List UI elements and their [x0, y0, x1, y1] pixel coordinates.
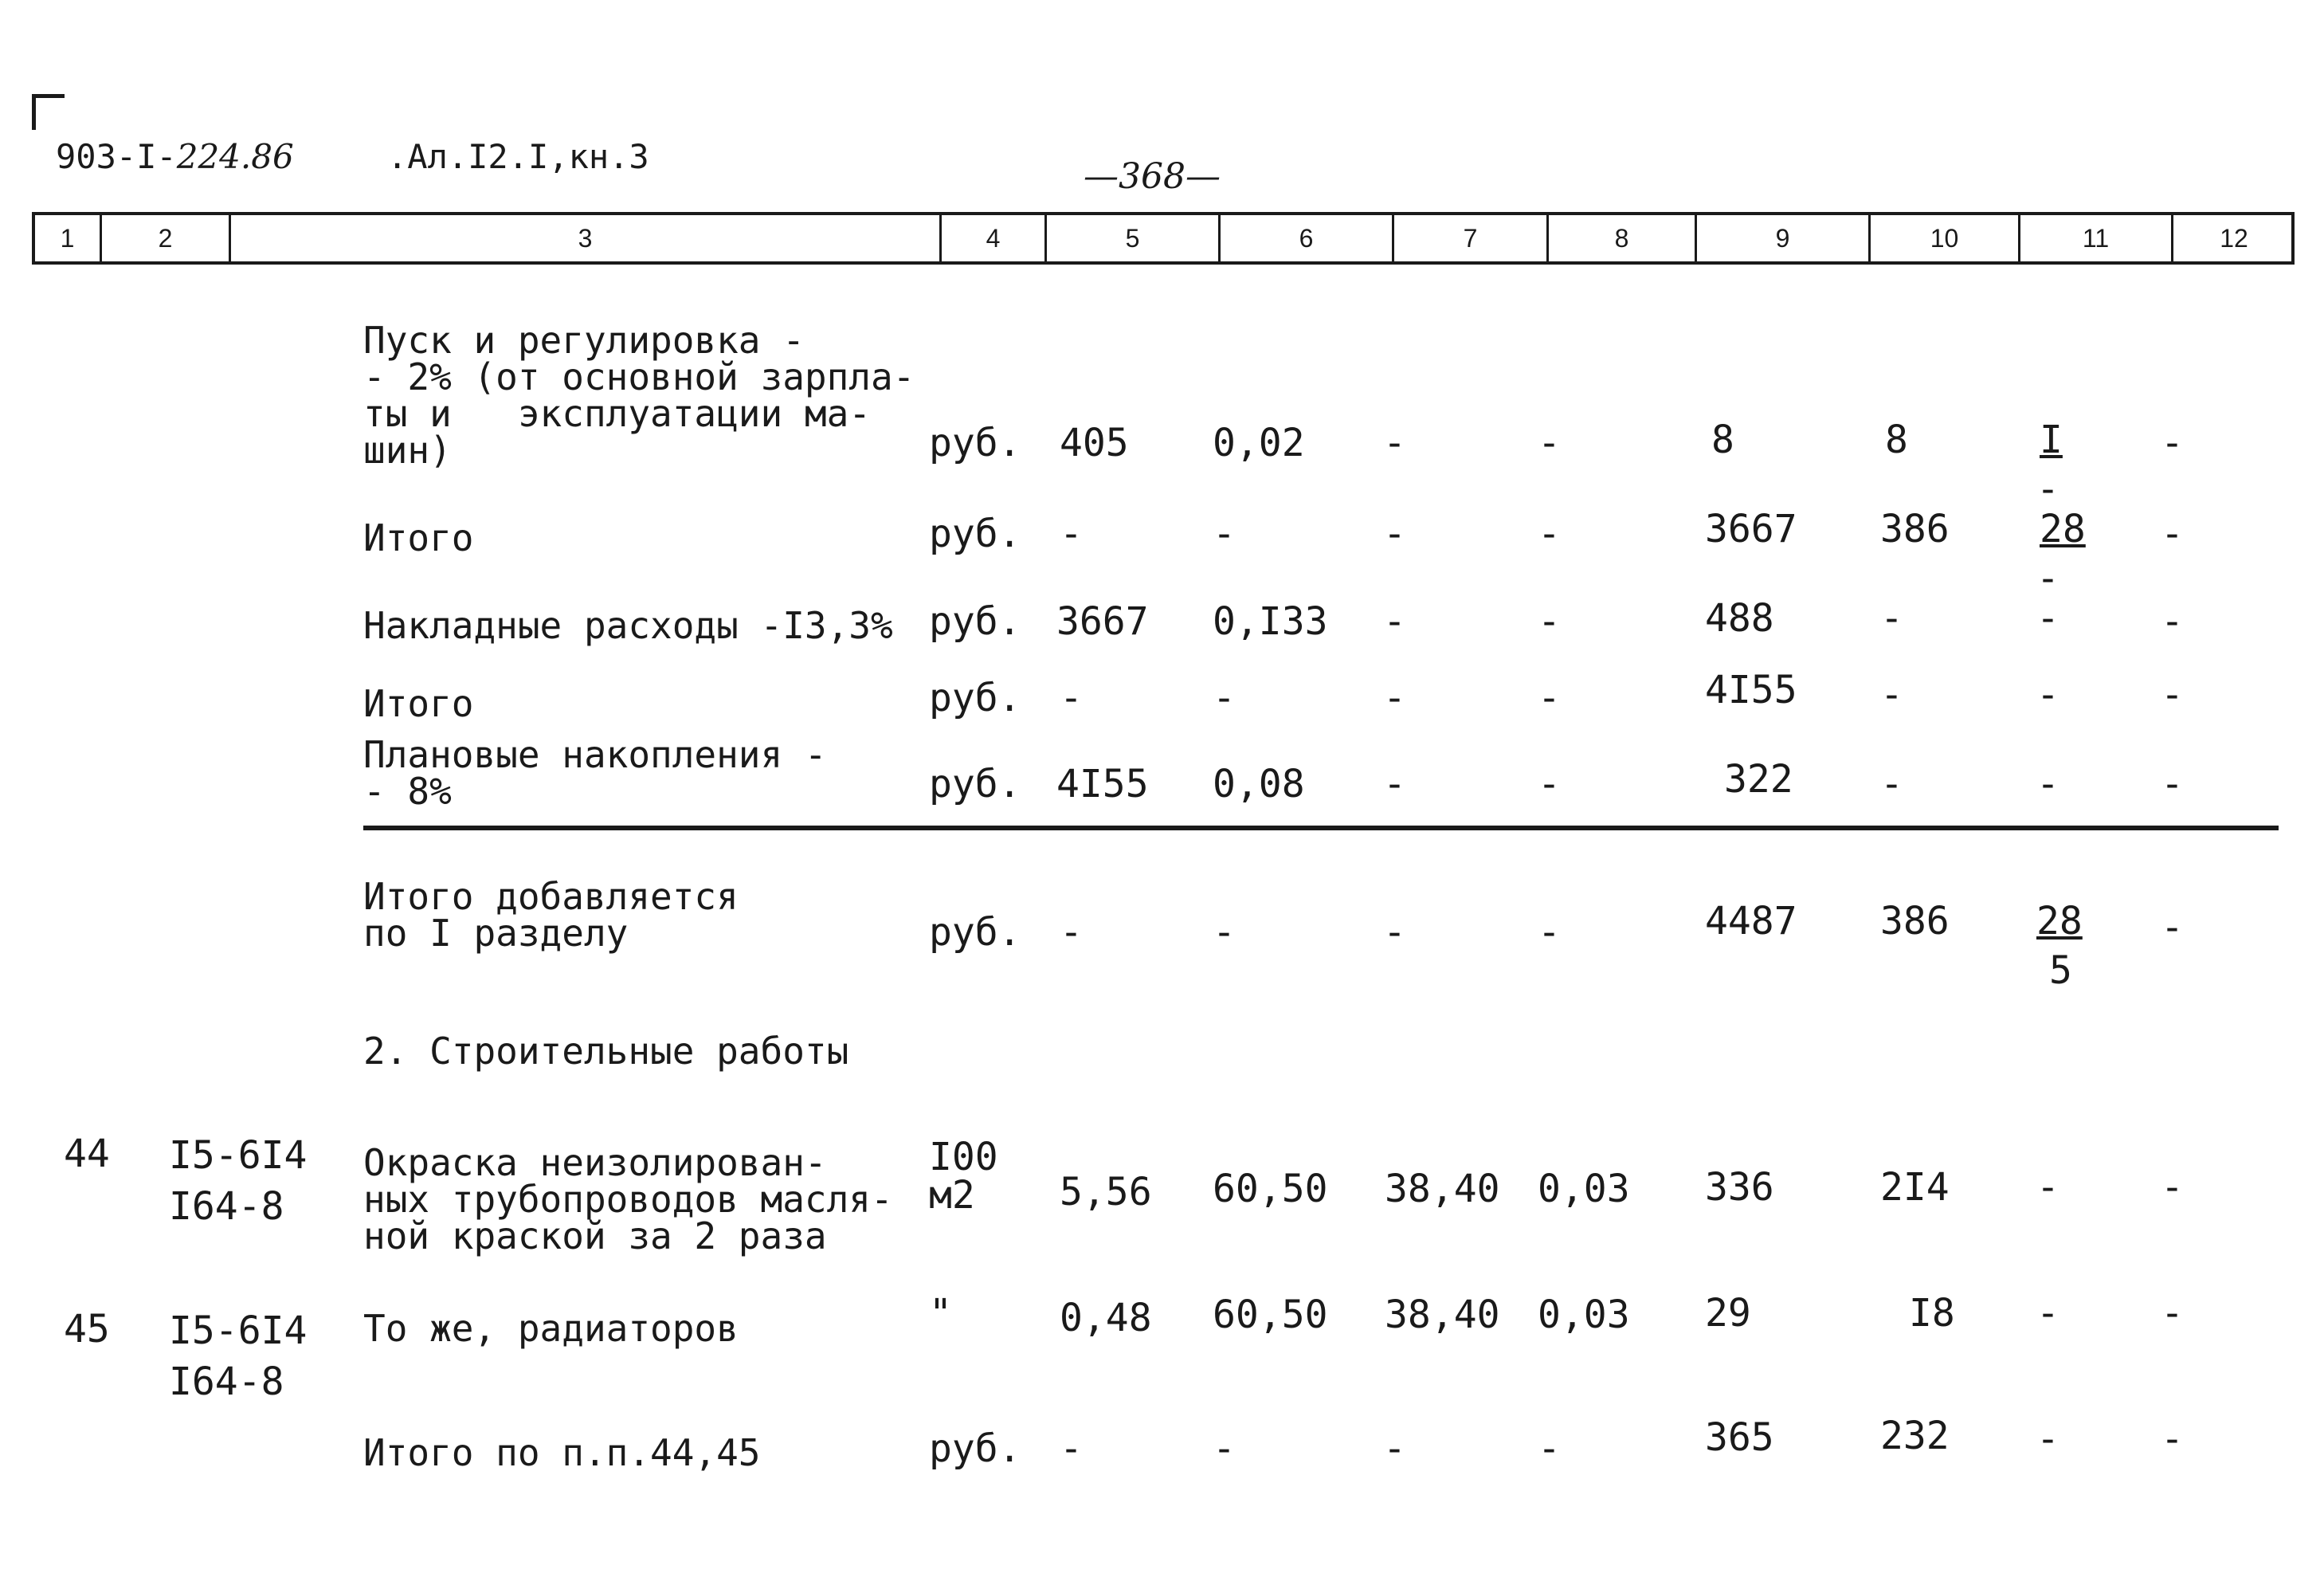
- row44-number: 44: [64, 1132, 110, 1176]
- row1-col11: I: [2040, 418, 2063, 462]
- row45-col12: -: [2161, 1291, 2184, 1336]
- row5-col10: -: [1880, 762, 1903, 806]
- total-44-45-col8: -: [1538, 1426, 1561, 1471]
- row1-col5: 405: [1060, 421, 1129, 465]
- row6-col11-sub: 5: [2049, 948, 2072, 993]
- row4-col8: -: [1538, 676, 1561, 720]
- row5-col9: 322: [1724, 757, 1793, 802]
- row2-col10: 386: [1880, 507, 1950, 551]
- row4-col5: -: [1060, 676, 1083, 720]
- row6-col8: -: [1538, 910, 1561, 955]
- row44-col12: -: [2161, 1165, 2184, 1210]
- row45-number: 45: [64, 1307, 110, 1352]
- row6-col6: -: [1213, 910, 1236, 955]
- row45-col7: 38,40: [1385, 1293, 1500, 1337]
- row4-col11: -: [2036, 673, 2059, 717]
- row44-col10: 2I4: [1880, 1165, 1950, 1210]
- page-number: —368—: [1084, 156, 1221, 197]
- row3-unit: руб.: [929, 599, 1021, 644]
- row44-col9: 336: [1705, 1165, 1774, 1210]
- row45-col9: 29: [1705, 1291, 1751, 1336]
- total-44-45-col11: -: [2036, 1417, 2059, 1461]
- row4-col9: 4I55: [1705, 668, 1797, 712]
- row5-col8: -: [1538, 762, 1561, 806]
- row4-col7: -: [1383, 676, 1406, 720]
- doc-code-handwritten: 224.86: [176, 137, 294, 176]
- row44-col8: 0,03: [1538, 1167, 1630, 1211]
- row1-col9: 8: [1711, 418, 1734, 462]
- row3-col12: -: [2161, 599, 2184, 644]
- row6-col5: -: [1060, 910, 1083, 955]
- total-44-45-col6: -: [1213, 1426, 1236, 1471]
- row5-col12: -: [2161, 762, 2184, 806]
- doc-code-prefix: 903-I-: [56, 137, 177, 176]
- row1-col11-sub: -: [2036, 467, 2059, 512]
- row1-description: Пуск и регулировка - - 2% (от основной зарпла- ты и эксплуатации ма- шин): [363, 319, 915, 472]
- doc-code: [56, 137, 294, 176]
- row3-col7: -: [1383, 599, 1406, 644]
- row2-col12: -: [2161, 512, 2184, 556]
- row3-description: Накладные расходы -I3,3%: [363, 604, 893, 647]
- row1-col7: -: [1383, 421, 1406, 465]
- section-divider: [363, 826, 2279, 830]
- row6-col9: 4487: [1705, 899, 1797, 944]
- row45-col8: 0,03: [1538, 1293, 1630, 1337]
- col-header-10: 10: [1871, 215, 2020, 261]
- row2-unit: руб.: [929, 512, 1021, 556]
- row45-code: I5-6I4 I64-8: [169, 1308, 308, 1404]
- total-44-45-col12: -: [2161, 1417, 2184, 1461]
- row2-col6: -: [1213, 512, 1236, 556]
- row44-col7: 38,40: [1385, 1167, 1500, 1211]
- row45-description: То же, радиаторов: [363, 1307, 739, 1350]
- total-44-45-description: Итого по п.п.44,45: [363, 1431, 761, 1474]
- row4-unit: руб.: [929, 676, 1021, 720]
- total-44-45-col5: -: [1060, 1426, 1083, 1471]
- row2-col5: -: [1060, 512, 1083, 556]
- row2-col11: 28: [2040, 507, 2086, 551]
- row5-col7: -: [1383, 762, 1406, 806]
- row45-col5: 0,48: [1060, 1296, 1152, 1340]
- total-44-45-col9: 365: [1705, 1415, 1774, 1460]
- row44-col6: 60,50: [1213, 1167, 1328, 1211]
- row1-col6: 0,02: [1213, 421, 1305, 465]
- row5-description: Плановые накопления - - 8%: [363, 733, 827, 813]
- row44-col5: 5,56: [1060, 1170, 1152, 1214]
- row44-col11: -: [2036, 1165, 2059, 1210]
- row44-unit: I00 м2: [929, 1135, 998, 1218]
- col-header-2: 2: [102, 215, 231, 261]
- total-44-45-col10: 232: [1880, 1414, 1950, 1458]
- row3-col6: 0,I33: [1213, 599, 1328, 644]
- row2-col9: 3667: [1705, 507, 1797, 551]
- column-header-bar: [32, 212, 2295, 265]
- row6-col7: -: [1383, 910, 1406, 955]
- col-header-9: 9: [1697, 215, 1871, 261]
- col-header-7: 7: [1394, 215, 1549, 261]
- corner-mark: [32, 94, 65, 130]
- row4-description: Итого: [363, 682, 474, 725]
- total-44-45-col7: -: [1383, 1426, 1406, 1471]
- row45-col11: -: [2036, 1291, 2059, 1336]
- row5-col6: 0,08: [1213, 762, 1305, 806]
- col-header-3: 3: [231, 215, 942, 261]
- album-ref: .Ал.I2.I,кн.3: [387, 137, 649, 176]
- total-44-45-unit: руб.: [929, 1426, 1021, 1471]
- row1-col12: -: [2161, 421, 2184, 465]
- row3-col5: 3667: [1056, 599, 1149, 644]
- row45-col6: 60,50: [1213, 1293, 1328, 1337]
- row45-col10: I8: [1909, 1291, 1955, 1336]
- col-header-6: 6: [1221, 215, 1394, 261]
- row3-col9: 488: [1705, 596, 1774, 641]
- row2-description: Итого: [363, 516, 474, 559]
- row5-col5: 4I55: [1056, 762, 1149, 806]
- row5-unit: руб.: [929, 762, 1021, 806]
- row4-col10: -: [1880, 673, 1903, 717]
- section-heading: 2. Строительные работы: [363, 1030, 849, 1073]
- row6-unit: руб.: [929, 910, 1021, 955]
- row6-col10: 386: [1880, 899, 1950, 944]
- row2-col8: -: [1538, 512, 1561, 556]
- row1-col10: 8: [1885, 418, 1908, 462]
- row6-description: Итого добавляется по I разделу: [363, 875, 739, 955]
- row3-col8: -: [1538, 599, 1561, 644]
- row44-code: I5-6I4 I64-8: [169, 1133, 308, 1229]
- row6-col12: -: [2161, 905, 2184, 950]
- row5-col11: -: [2036, 762, 2059, 806]
- col-header-12: 12: [2220, 223, 2248, 253]
- col-header-11: 11: [2020, 215, 2173, 261]
- col-header-1: 1: [35, 215, 102, 261]
- row4-col6: -: [1213, 676, 1236, 720]
- col-header-8: 8: [1549, 215, 1697, 261]
- row4-col12: -: [2161, 673, 2184, 717]
- row6-col11: 28: [2036, 899, 2083, 944]
- row3-col10: -: [1880, 596, 1903, 641]
- row2-col7: -: [1383, 512, 1406, 556]
- col-header-5: 5: [1047, 215, 1221, 261]
- col-header-4: 4: [942, 215, 1047, 261]
- row3-col11: -: [2036, 596, 2059, 641]
- row45-unit-ditto: ": [929, 1291, 952, 1336]
- row44-description: Окраска неизолирован- ных трубопроводов масля- ной краской за 2 раза: [363, 1141, 893, 1257]
- row2-col11-sub: -: [2036, 556, 2059, 601]
- row1-unit: руб.: [929, 421, 1021, 465]
- row1-col8: -: [1538, 421, 1561, 465]
